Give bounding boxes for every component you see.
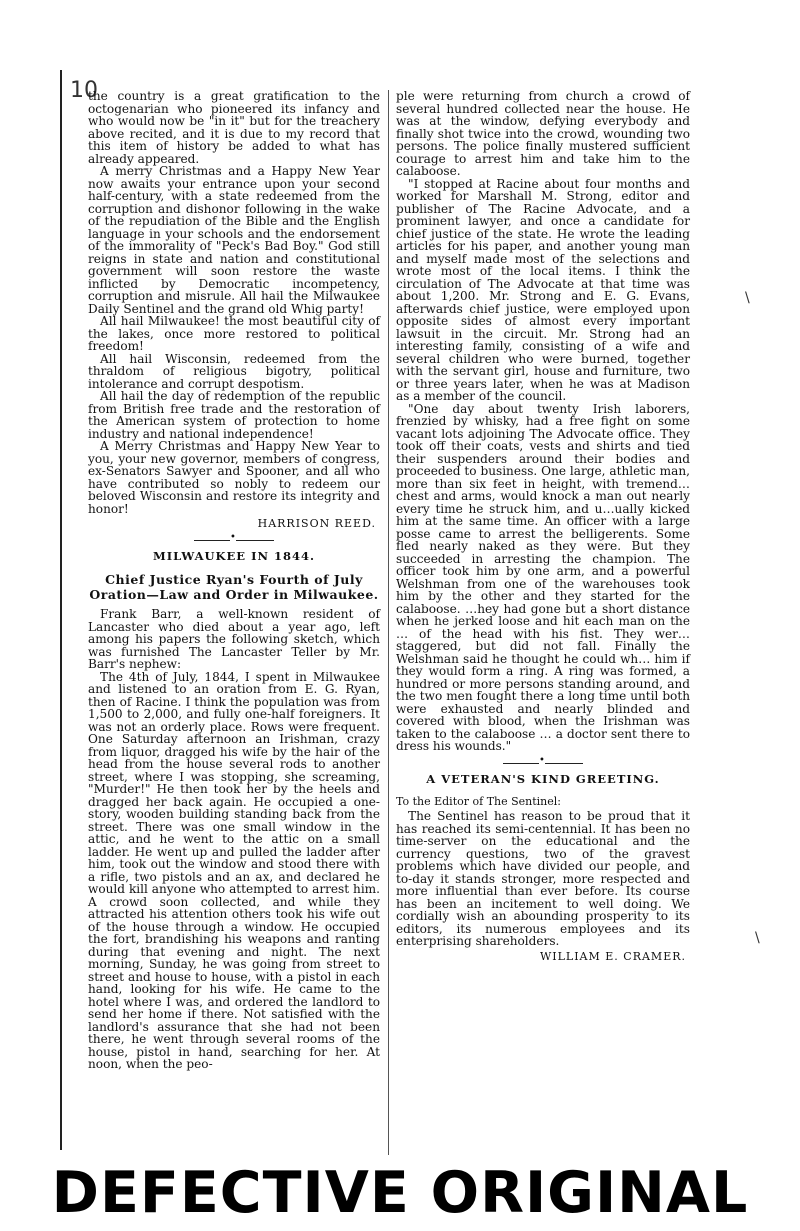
paragraph: "One day about twenty Irish laborers, frenzied by whisky, had a free fight on some vacant lots adjoining The Advocate office. They took off their coats, vests and shirts and tied their suspenders around their bodies and proceeded to business. One large, athletic man, more than six feet in height, with tremend… chest and arms, would knock a man out nearly every time he struck him, and u…ually kicked him at the same time. An officer with a large posse came to arrest the belligerents. Some fled nearly naked as they were. But they succeeded in arresting the champion. The officer took him by one arm, and a powerful Welshman from one of the warehouses took him by the other and they started for the calaboose. …hey had gone but a short distance when he jerked loose and hit each man on the … of the head with his fist. They wer… staggered, but did not fall. Finally the Welshman said he thought he could wh… him if they would form a ring. A ring was formed, a hundred or more persons standing around, and the two men fought there a long time until both were exhausted and nearly blinded and covered with blood, when the Irishman was taken to the calaboose … a doctor sent there to dress his wounds." bbox=[396, 401, 690, 753]
paragraph: A merry Christmas and a Happy New Year now awaits your entrance upon your second half-century, with a state redeemed from the corruption and dishonor following in the wake of the repudiation of the Bible and the English language in your schools and the endorsement of the immorality of "Peck's Bad Boy." God still reigns in state and nation and constitutional government will soon restore the waste inflicted by Democratic incompetency, corruption and misrule. All hail the Milwaukee Daily Sentinel and the grand old Whig party! bbox=[88, 164, 380, 316]
signature: HARRISON REED. bbox=[257, 517, 376, 530]
scan-edge-left bbox=[60, 70, 62, 1150]
paragraph: ple were returning from church a crowd of several hundred collected near the house. He was at the window, defying everybody and finally shot twice into the crowd, wounding two persons. The police finally mustered sufficient courage to arrest him and take him to the calaboose. bbox=[396, 89, 690, 178]
left-column bbox=[88, 90, 380, 1071]
paragraph: A Merry Christmas and Happy New Year to you, your new governor, members of congress, ex-Senators Sawyer and Spooner, and all who have contributed so nobly to redeem our beloved Wisconsin and restore its integrity and honor! bbox=[88, 439, 380, 516]
margin-mark: \ bbox=[755, 930, 760, 946]
paragraph: the country is a great gratification to the octogenarian who pioneered its infancy and who would now be "in it" but for the treachery above recited, and it is due to my record that this item of history be added to what has already appeared. bbox=[88, 89, 380, 166]
paragraph: All hail Wisconsin, redeemed from the thraldom of religious bigotry, political intolerance and corrupt despotism. bbox=[88, 351, 380, 391]
paragraph: The 4th of July, 1844, I spent in Milwaukee and listened to an oration from E. G. Ryan, then of Racine. I think the population was from 1,500 to 2,000, and fully one-half foreigners. It was not an orderly place. Rows were frequent. One Saturday afternoon an Irishman, crazy from liquor, dragged his wife by the hair of the head from the house several rods to another street, where I was stopping, she screaming, "Murder!" He then took her by the heels and dragged her back again. He occupied a one-story, wooden building standing back from the street. There was one small window in the attic, and he went to the attic on a small ladder. He went up and pulled the ladder after him, took out the window and stood there with a rifle, two pistols and an ax, and declared he would kill anyone who attempted to arrest him. A crowd soon collected, and while they attracted his attention others took his wife out of the house through a window. He occupied the fort, brandishing his weapons and ranting during that evening and night. The next morning, Sunday, he was going from street to street and house to house, with a pistol in each hand, looking for his wife. He came to the hotel where I was, and ordered the landlord to send her home if there. Not satisfied with the landlord's assurance that she had not been there, he went through several rooms of the house, pistol in hand, searching for her. At noon, when the peo- bbox=[88, 669, 380, 1071]
paragraph: Frank Barr, a well-known resident of Lancaster who died about a year ago, left among his papers the following sketch, which was furnished The Lancaster Teller by Mr. Barr's nephew: bbox=[88, 607, 380, 671]
right-column bbox=[396, 90, 690, 963]
article-heading: MILWAUKEE IN 1844. bbox=[153, 549, 315, 563]
signature: WILLIAM E. CRAMER. bbox=[539, 949, 686, 963]
paragraph: "I stopped at Racine about four months and worked for Marshall M. Strong, editor and publisher of The Racine Advocate, and a prominent lawyer, and once a candidate for chief justice of the state. He wrote the leading articles for his paper, and another young man and myself made most of the selections and wrote most of the local items. I think the circulation of The Advocate at that time was about 1,200. Mr. Strong and E. G. Evans, afterwards chief justice, were employed upon opposite sides of almost every important lawsuit in the circuit. Mr. Strong had an interesting family, consisting of a wife and several children who were burned, together with the servant girl, house and furniture, two or three years later, when he was at Madison as a member of the council. bbox=[396, 176, 690, 403]
margin-mark: \ bbox=[745, 290, 750, 306]
paragraph: All hail Milwaukee! the most beautiful city of the lakes, once more restored to political freedom! bbox=[88, 314, 380, 353]
page-mark: 10 bbox=[70, 78, 98, 103]
separator bbox=[194, 540, 274, 541]
paragraph: All hail the day of redemption of the republic from British free trade and the restoration of the American system of protection to home industry and national independence! bbox=[88, 389, 380, 441]
column-rule bbox=[388, 90, 389, 1155]
salutation: To the Editor of The Sentinel: bbox=[396, 794, 562, 808]
defective-original-stamp: DEFECTIVE ORIGINAL bbox=[51, 1160, 749, 1226]
separator bbox=[503, 763, 583, 764]
paragraph: The Sentinel has reason to be proud that it has reached its semi-centennial. It has been no time-server on the educational and the currency questions, two of the gravest problems which have divided our people, and to-day it stands stronger, more respected and more influential than ever before. Its course has been an incitement to well doing. We cordially wish an abounding prosperity to its editors, its numerous employees and its enterprising shareholders. bbox=[396, 809, 690, 948]
article-heading: A VETERAN'S KIND GREETING. bbox=[426, 771, 660, 786]
article-subheading: Chief Justice Ryan's Fourth of July Oration—Law and Order in Milwaukee. bbox=[89, 572, 379, 602]
